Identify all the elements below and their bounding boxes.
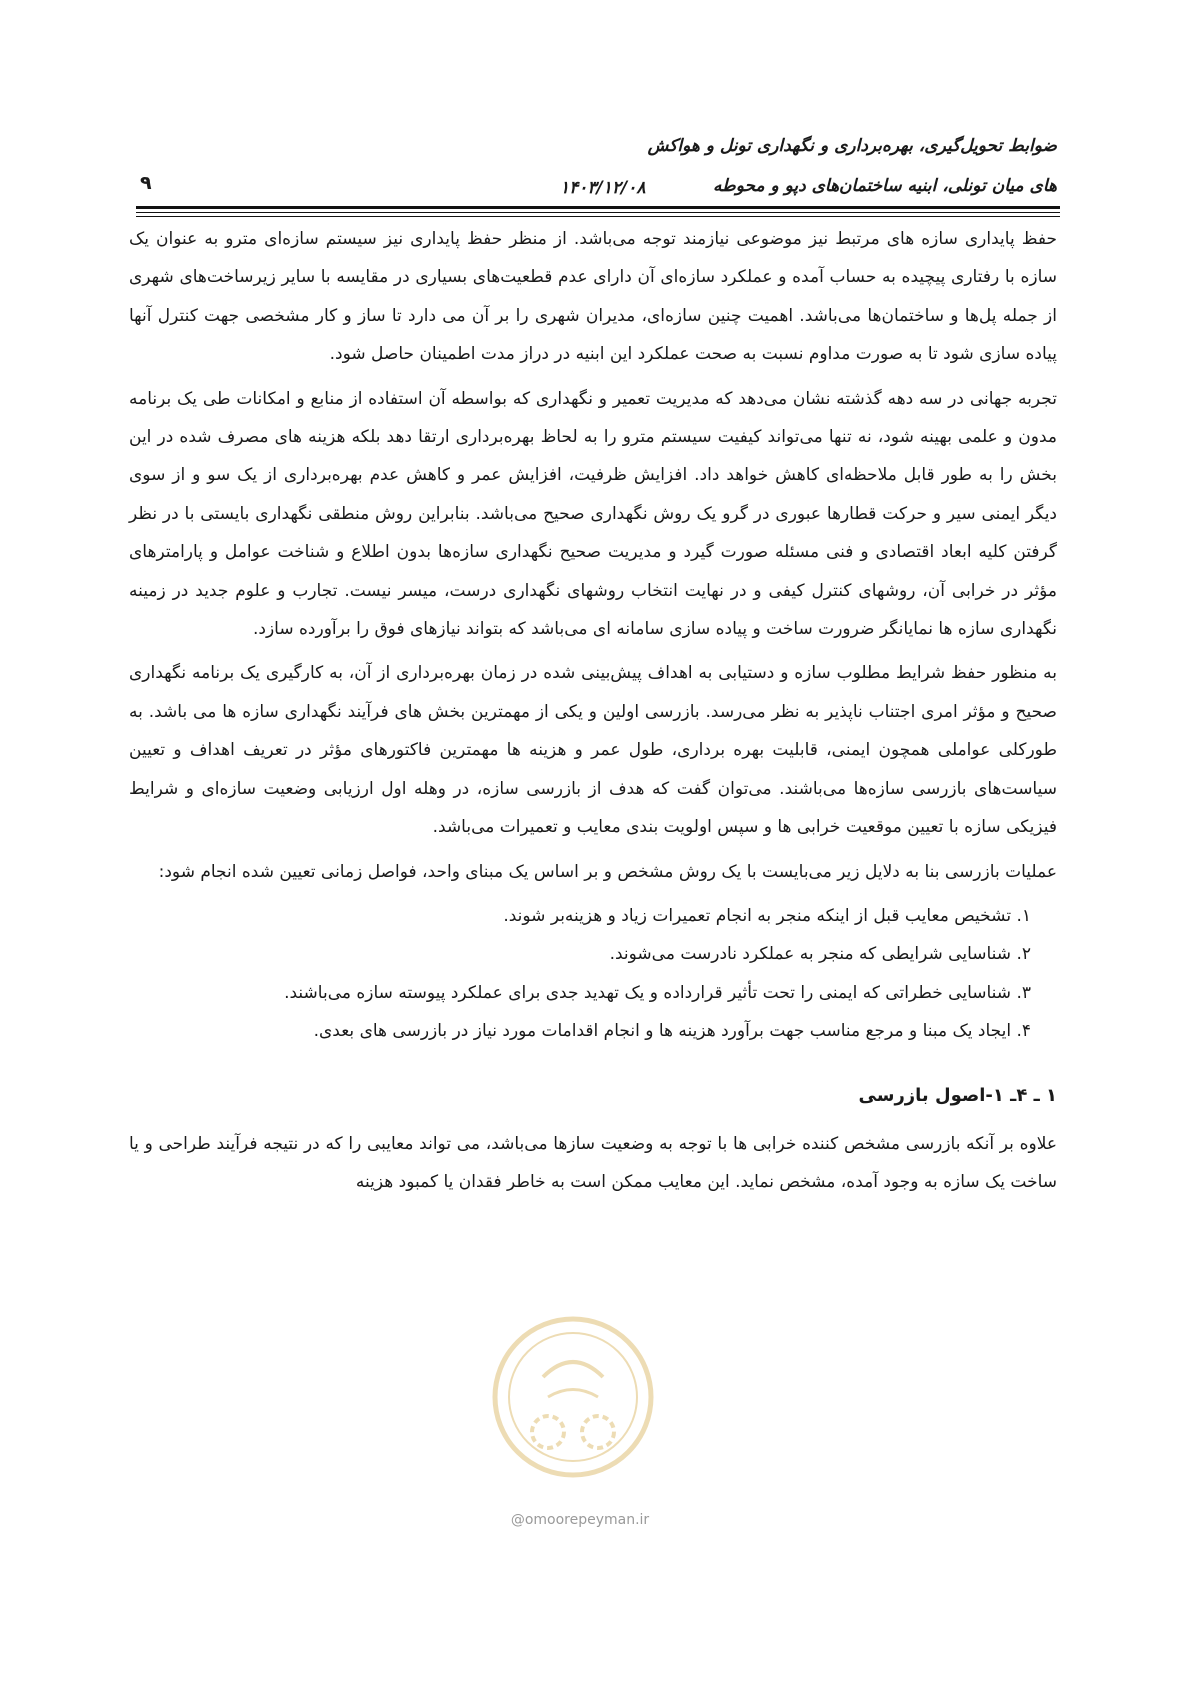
header-rule-thin	[136, 212, 1060, 213]
list-item: ۳. شناسایی خطراتی که ایمنی را تحت تأثیر قرارداده و یک تهدید جدی برای عملکرد پیوسته سازه می‌باشند.	[284, 982, 1031, 1003]
document-body	[129, 220, 1057, 1208]
paragraph: به منظور حفظ شرایط مطلوب سازه و دستیابی به اهداف پیش‌بینی شده در زمان بهره‌برداری از آن، به کارگیری یک برنامه نگهداری صحیح و مؤثر امری اجتناب ناپذیر به نظر می‌رسد. بازرسی اولین و یکی از مهمترین بخش های فرآیند نگهداری سازه ها می باشد. به طورکلی عواملی همچون ایمنی، قابلیت بهره برداری، طول عمر و هزینه ها مهمترین فاکتورهای مؤثر در تعریف اهداف و تعیین سیاست‌های بازرسی سازه‌ها می‌باشند. می‌توان گفت که هدف از بازرسی سازه، در وهله اول ارزیابی وضعیت سازه‌ای و شرایط فیزیکی سازه با تعیین موقعیت خرابی ها و سپس اولویت بندی معایب و تعمیرات می‌باشد.	[129, 663, 1057, 838]
list-item: ۲. شناسایی شرایطی که منجر به عملکرد نادرست می‌شوند.	[609, 944, 1031, 965]
header-date: ۱۴۰۳/۱۲/۰۸	[560, 178, 646, 198]
header-title-line2: های میان تونلی، ابنیه ساختمان‌های دپو و محوطه	[713, 176, 1057, 196]
header-title-line1: ضوابط تحویل‌گیری، بهره‌برداری و نگهداری تونل و هواکش	[647, 136, 1057, 156]
paragraph: علاوه بر آنکه بازرسی مشخص کننده خرابی ها با توجه به وضعیت سازها می‌باشد، می تواند معایبی را که در نتیجه فرآیند طراحی و یا ساخت یک سازه به وجود آمده، مشخص نماید. این معایب ممکن است به خاطر فقدان یا کمبود هزینه	[129, 1133, 1057, 1193]
header-rule-thick	[136, 206, 1060, 209]
paragraph: تجربه جهانی در سه دهه گذشته نشان می‌دهد که مدیریت تعمیر و نگهداری که بواسطه آن استفاده از منابع و امکانات طی یک برنامه مدون و علمی بهینه شود، نه تنها می‌تواند کیفیت سیستم مترو را به لحاظ بهره‌برداری ارتقا دهد بلکه هزینه های مصرف شده در این بخش را به طور قابل ملاحظه‌ای کاهش خواهد داد. افزایش ظرفیت، افزایش عمر و کاهش عدم بهره‌برداری از یک سو و از سوی دیگر ایمنی سیر و حرکت قطارها عبوری در گرو یک روش نگهداری صحیح می‌باشد. بنابراین روش منطقی نگهداری بایستی با در نظر گرفتن کلیه ابعاد اقتصادی و فنی مسئله صورت گیرد و مدیریت صحیح نگهداری سازه‌ها بدون اطلاع و شناخت عوامل و پارامترهای مؤثر در خرابی آن، روشهای کنترل کیفی و در نهایت انتخاب روشهای نگهداری درست، میسر نیست. تجارب و علوم جدید در زمینه نگهداری سازه ها نمایانگر ضرورت ساخت و پیاده سازی سامانه ای می‌باشد که بتواند نیازهای فوق را برآورده سازد.	[129, 388, 1057, 640]
page-number: ۹	[140, 172, 152, 194]
list-item: ۱. تشخیص معایب قبل از اینکه منجر به انجام تعمیرات زیاد و هزینه‌بر شوند.	[503, 905, 1031, 926]
watermark-seal-icon	[488, 1312, 658, 1482]
header-rule-thin-2	[136, 216, 1060, 217]
list-item: ۴. ایجاد یک مبنا و مرجع مناسب جهت برآورد هزینه ها و انجام اقدامات مورد نیاز در بازرسی های بعدی.	[313, 1021, 1031, 1042]
watermark-text: @omoorepeyman.ir	[510, 1512, 650, 1528]
reasons-list	[129, 897, 1057, 1051]
section-heading: ۱ ـ ۴ـ ۱-اصول بازرسی	[858, 1084, 1057, 1106]
paragraph: حفظ پایداری سازه های مرتبط نیز موضوعی نیازمند توجه می‌باشد. از منظر حفظ پایداری نیز سیستم سازه‌ای مترو به عنوان یک سازه با رفتاری پیچیده به حساب آمده و عملکرد سازه‌ای آن دارای عدم قطعیت‌های بسیاری در مقایسه با سایر زیرساخت‌های شهری از جمله پل‌ها و ساختمان‌ها می‌باشد. اهمیت چنین سازه‌ای، مدیران شهری را بر آن می دارد تا ساز و کار مشخصی جهت کنترل آنها پیاده سازی شود تا به صورت مداوم نسبت به صحت عملکرد این ابنیه در دراز مدت اطمینان حاصل شود.	[129, 229, 1057, 365]
paragraph: عملیات بازرسی بنا به دلایل زیر می‌بایست با یک روش مشخص و بر اساس یک مبنای واحد، فواصل زمانی تعیین شده انجام شود:	[158, 861, 1057, 882]
